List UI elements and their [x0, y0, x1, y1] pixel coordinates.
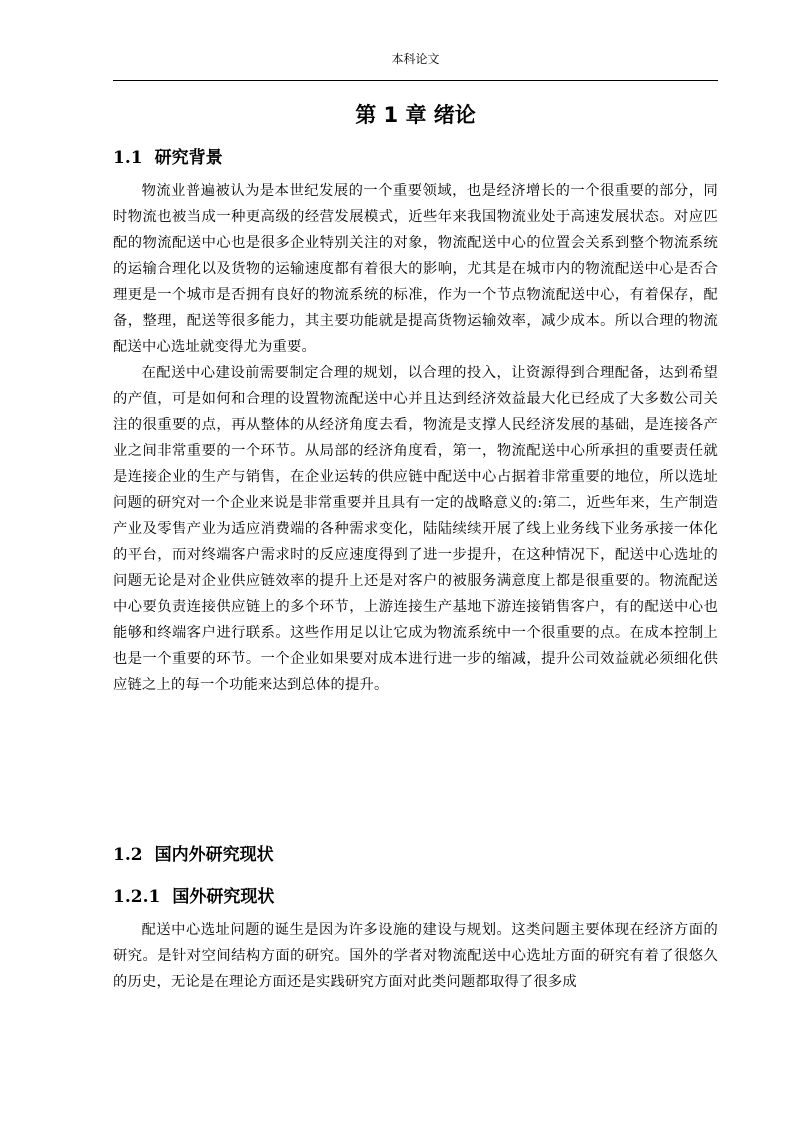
section-title: 国外研究现状: [172, 887, 275, 907]
chapter-title: 第 1 章 绪论: [355, 103, 476, 127]
subsection-heading-1-2-1: [113, 882, 274, 912]
section-title: 研究背景: [154, 148, 223, 168]
paragraph-2: 在配送中心建设前需要制定合理的规划，以合理的投入，让资源得到合理配备，达到希望的产值，可是如何和合理的设置物流配送中心并且达到经济效益最大化已经成了大多数公司关注的很重要的点，再从整体的从经济角度去看，物流是支撑人民经济发展的基础，是连接各产业之间非常重要的一个环节。从局部的经济角度看，第一，物流配送中心所承担的重要责任就是连接企业的生产与销售，在企业运转的供应链中配送中心占据着非常重要的地位，所以选址问题的研究对一个企业来说是非常重要并且具有一定的战略意义的:第二，近些年来，生产制造产业及零售产业为适应消费端的各种需求变化，陆陆续续开展了线上业务线下业务承接一体化的平台，而对终端客户需求时的反应速度得到了进一步提升，在这种情况下，配送中心选址的问题无论是对企业供应链效率的提升上还是对客户的被服务满意度上都是很重要的。物流配送中心要负责连接供应链上的多个环节，上游连接生产基地下游连接销售客户，有的配送中心也能够和终端客户进行联系。这些作用足以让它成为物流系统中一个很重要的点。在成本控制上也是一个重要的环节。一个企业如果要对成本进行进一步的缩减，提升公司效益就必须细化供应链之上的每一个功能来达到总体的提升。: [113, 365, 718, 693]
section-number: 1.1: [113, 148, 143, 168]
section-number: 1.2: [113, 845, 143, 865]
section-heading-1-1: [113, 143, 223, 173]
paragraph-1: 物流业普遍被认为是本世纪发展的一个重要领域，也是经济增长的一个很重要的部分，同时物流也被当成一种更高级的经营发展模式，近些年来我国物流业处于高速发展状态。对应匹配的物流配送中心也是很多企业特别关注的对象，物流配送中心的位置会关系到整个物流系统的运输合理化以及货物的运输速度都有着很大的影响，尤其是在城市内的物流配送中心是否合理更是一个城市是否拥有良好的物流系统的标准，作为一个节点物流配送中心，有着保存，配备，整理，配送等很多能力，其主要功能就是提高货物运输效率，减少成本。所以合理的物流配送中心选址就变得尤为重要。: [113, 183, 718, 355]
page-header: 本科论文: [391, 52, 440, 66]
section-heading-1-2: [113, 840, 274, 870]
paragraph-3: 配送中心选址问题的诞生是因为许多设施的建设与规划。这类问题主要体现在经济方面的研究。是针对空间结构方面的研究。国外的学者对物流配送中心选址方面的研究有着了很悠久的历史，无论是在理论方面还是实践研究方面对此类问题都取得了很多成: [113, 922, 718, 990]
header-rule: [113, 80, 718, 81]
section-title: 国内外研究现状: [154, 845, 274, 865]
section-number: 1.2.1: [113, 887, 161, 907]
